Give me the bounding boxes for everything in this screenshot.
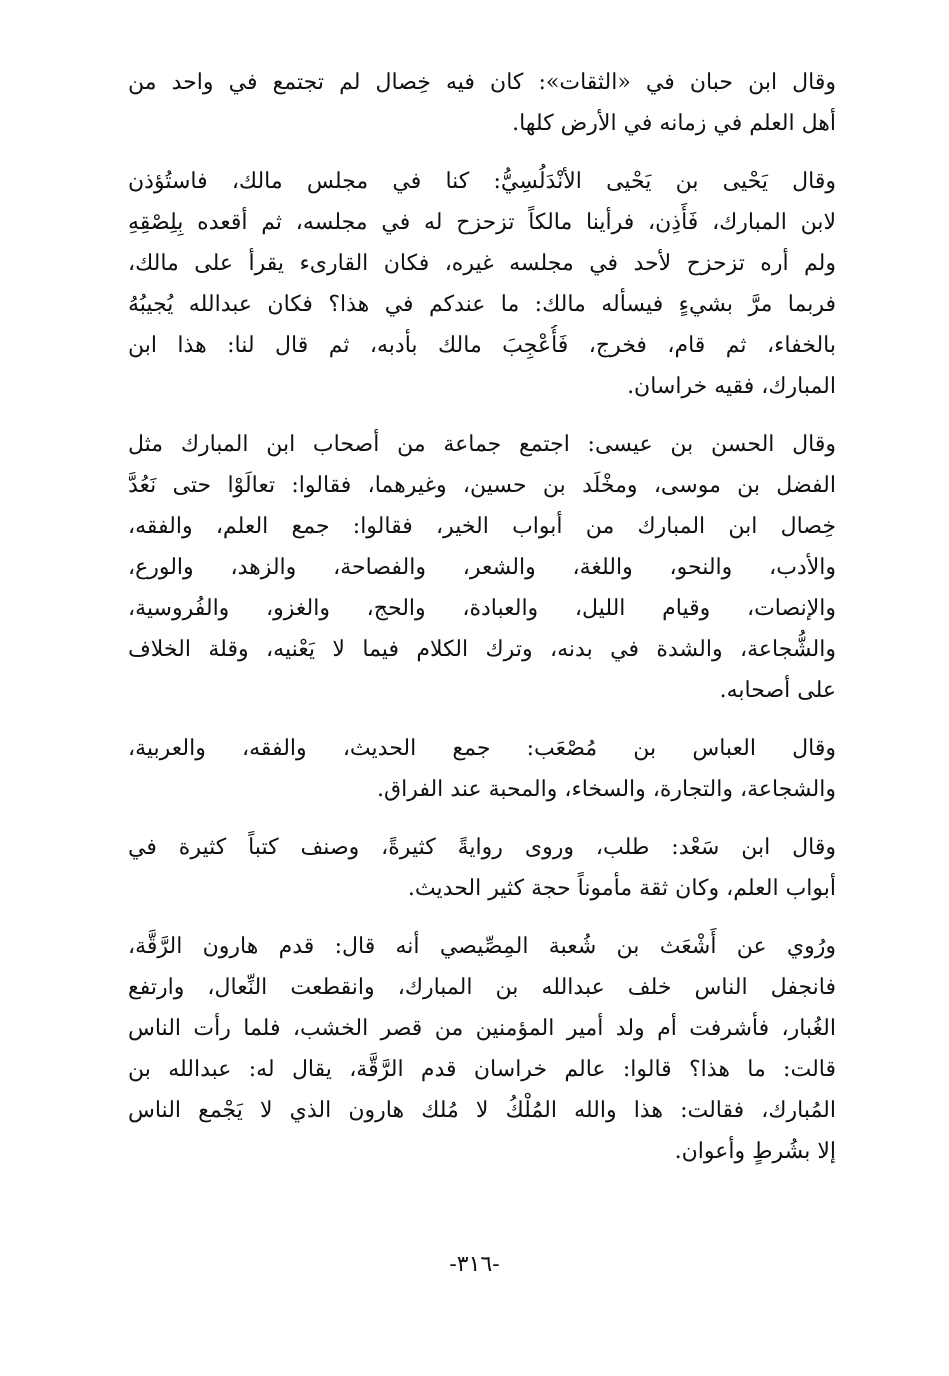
- text-line: لابن المبارك، فَأَذِن، فرأينا مالكاً تزحزح له في مجلسه، ثم أقعده بِلِصْقِهِ: [128, 210, 836, 235]
- paragraph-ibn-hibban: [128, 62, 836, 144]
- paragraph-hasan-bin-isa: [128, 424, 836, 711]
- text-line: وقال ابن حبان في «الثقات»: كان فيه خِصال لم تجتمع في واحد من: [128, 70, 836, 95]
- text-line: الغُبار، فأشرفت أم ولد أمير المؤمنين من قصر الخشب، فلما رأت الناس: [128, 1016, 836, 1041]
- text-line: بالخفاء، ثم قام، فخرج، فَأُعْجِبَ مالك بأدبه، ثم قال لنا: هذا ابن: [128, 333, 836, 358]
- text-line: والشُّجاعة، والشدة في بدنه، وترك الكلام فيما لا يَعْنيه، وقلة الخلاف: [128, 637, 836, 662]
- text-line: الفضل بن موسى، ومخْلَد بن حسين، وغيرهما، فقالوا: تعالَوْا حتى نَعُدَّ: [128, 473, 836, 498]
- text-line: فانجفل الناس خلف عبدالله بن المبارك، وانقطعت النِّعال، وارتفع: [128, 975, 836, 1000]
- text-line: ورُوي عن أَشْعَث بن شُعبة المِصِّيصي أنه قال: قدم هارون الرَّقَّة،: [128, 934, 836, 959]
- text-line: على أصحابه.: [719, 678, 836, 703]
- paragraph-ibn-saad: [128, 827, 836, 909]
- text-line: فربما مرَّ بشيءٍ فيسأله مالك: ما عندكم في هذا؟ فكان عبدالله يُجيبُهُ: [128, 292, 836, 317]
- text-line: إلا بشُرطٍ وأعوان.: [674, 1139, 836, 1164]
- text-line: والشجاعة، والتجارة، والسخاء، والمحبة عند الفراق.: [377, 777, 836, 802]
- page-body: [128, 62, 836, 1189]
- paragraph-yahya-andalusi: [128, 161, 836, 407]
- text-line: وقال العباس بن مُصْعَب: جمع الحديث، والفقه، والعربية،: [128, 736, 836, 761]
- text-line: والإنصات، وقيام الليل، والعبادة، والحج، والغزو، والفُروسية،: [128, 596, 836, 621]
- text-line: وقال يَحْيى بن يَحْيى الأنْدَلُسِيُّ: كنا في مجلس مالك، فاستُؤذن: [128, 169, 836, 194]
- text-line: المبارك، فقيه خراسان.: [627, 374, 836, 399]
- text-line: وقال الحسن بن عيسى: اجتمع جماعة من أصحاب ابن المبارك مثل: [128, 432, 836, 457]
- paragraph-harun-raqqa: [128, 926, 836, 1172]
- paragraph-abbas-bin-musab: [128, 728, 836, 810]
- text-line: المُبارك، فقالت: هذا والله المُلْكُ لا مُلك هارون الذي لا يَجْمع الناس: [128, 1098, 836, 1123]
- text-line: وقال ابن سَعْد: طلب، وروى روايةً كثيرةً، وصنف كتباً كثيرة في: [128, 835, 836, 860]
- text-line: ولم أره تزحزح لأحد في مجلسه غيره، فكان القارىء يقرأ على مالك،: [128, 251, 836, 276]
- text-line: أبواب العلم، وكان ثقة مأموناً حجة كثير الحديث.: [407, 876, 836, 901]
- page-number: -٣١٦-: [449, 1252, 500, 1277]
- text-line: قالت: ما هذا؟ قالوا: عالم خراسان قدم الرَّقَّة، يقال له: عبدالله بن: [128, 1057, 836, 1082]
- text-line: خِصال ابن المبارك من أبواب الخير، فقالوا: جمع العلم، والفقه،: [128, 514, 836, 539]
- text-line: والأدب، والنحو، واللغة، والشعر، والفصاحة، والزهد، والورع،: [128, 555, 836, 580]
- text-line: أهل العلم في زمانه في الأرض كلها.: [512, 111, 836, 136]
